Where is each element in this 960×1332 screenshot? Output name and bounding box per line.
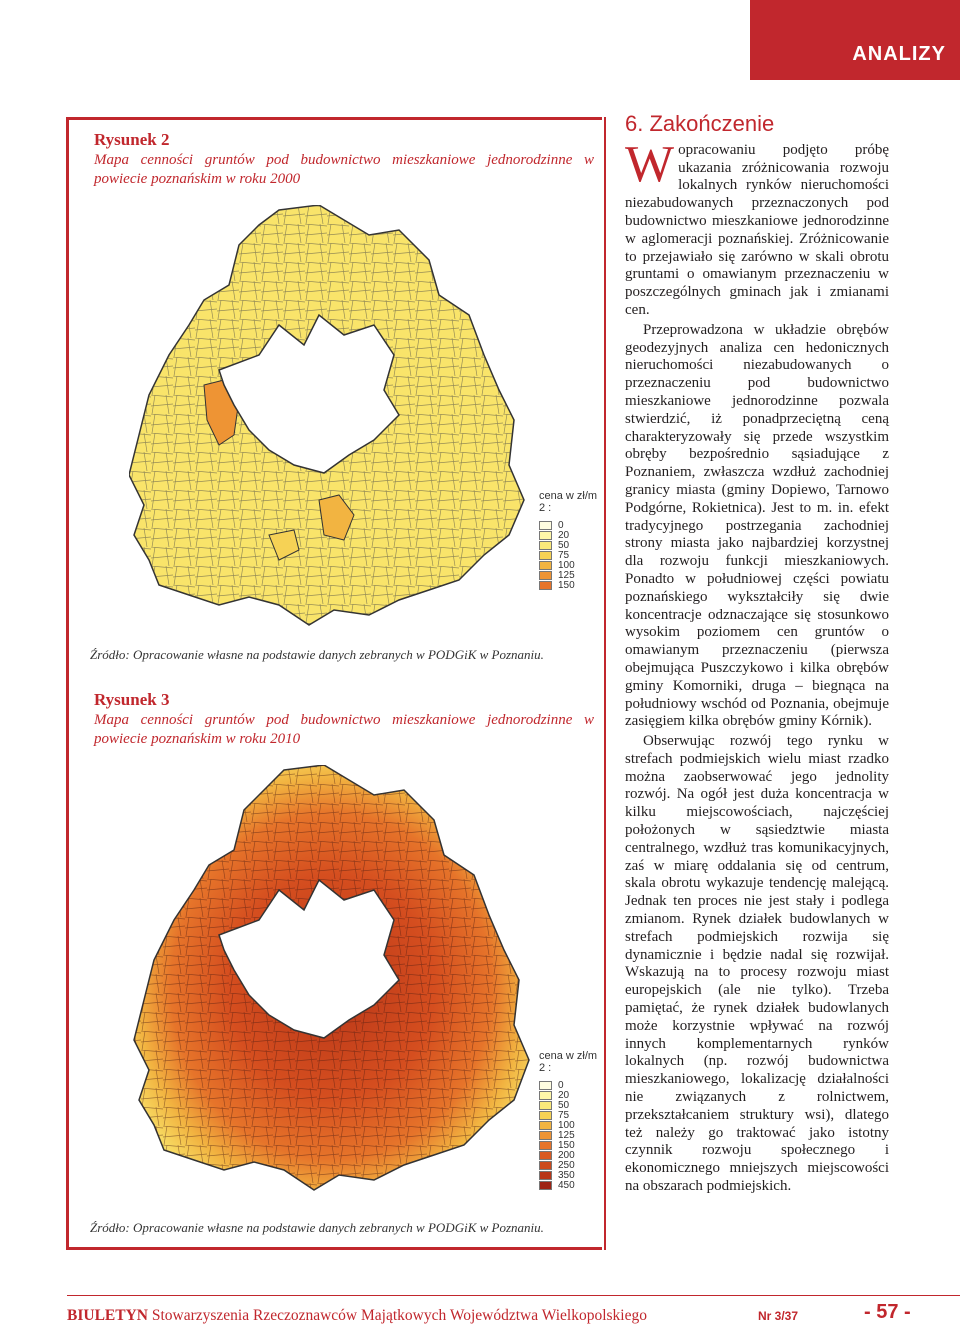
figure2-source: Źródło: Opracowanie własne na podstawie danych zebranych w PODGiK w Poznaniu. bbox=[90, 647, 544, 662]
legend-label: 0 bbox=[558, 519, 564, 531]
legend-label: 150 bbox=[558, 579, 575, 591]
legend-label: 50 bbox=[558, 1099, 570, 1111]
legend-label: 450 bbox=[558, 1179, 575, 1191]
figure2-legend-title: cena w zł/m 2 : bbox=[539, 490, 598, 514]
legend-label: 125 bbox=[558, 569, 575, 581]
publication-title bbox=[67, 1307, 647, 1325]
legend-label: 20 bbox=[558, 529, 570, 541]
legend-label: 250 bbox=[558, 1159, 575, 1171]
article-paragraph: Przeprowadzona w układzie obrębów geodezyjnych analiza cen hedonicznych nieruchomości niezabudowanych o przeznaczeniu pod budownictwo mieszkaniowe jednorodzinne pozwala stwierdzić, iż ponadprzeciętną ceną charakteryzowały się przede wszystkim obręby bezpośrednio sąsiadujące z Poznaniem, zwłaszcza wzdłuż zachodniej granicy miasta (gminy Dopiewo, Tarnowo Podgórne, Rokietnica). Jest to m. in. efekt tradycyjnego postrzegania zachodniej strony miasta jako najbardziej korzystnej dla rozwoju funkcji mieszkaniowych. Ponadto w południowej części powiatu poznańskiego wykształciły się dwie koncentracje odznaczające się stosunkowo wysokim poziomem cen gruntów o omawianym przeznaczeniu (pierwsza obejmująca Puszczykowo i kilka obrębów gminy Komorniki, druga – biegnąca na południowy wschód od Poznania, obejmuje zasięgiem kilka obrębów gminy Kórnik). bbox=[625, 321, 889, 730]
legend-label: 200 bbox=[558, 1149, 575, 1161]
figure3-map bbox=[119, 765, 539, 1200]
figure2-legend bbox=[539, 490, 602, 590]
column-divider bbox=[604, 117, 606, 1250]
legend-label: 350 bbox=[558, 1169, 575, 1181]
legend-label: 0 bbox=[558, 1079, 564, 1091]
drop-cap: W bbox=[625, 135, 675, 193]
page-footer bbox=[0, 1295, 960, 1332]
figure2-map bbox=[129, 205, 529, 635]
section-heading: 6. Zakończenie bbox=[625, 111, 775, 136]
figure3-source: Źródło: Opracowanie własne na podstawie danych zebranych w PODGiK w Poznaniu. bbox=[90, 1220, 544, 1235]
figure2-title: Rysunek 2 bbox=[94, 130, 170, 149]
legend-label: 100 bbox=[558, 1119, 575, 1131]
page-number: - 57 - bbox=[864, 1301, 911, 1323]
paragraph-text: opracowaniu podjęto próbę ukazania zróżnicowania rozwoju lokalnych rynków nieruchomości niezabudowanych przeznaczonych pod budownictwo mieszkaniowe jednorodzinne w aglomeracji poznańskiej. Zróżnicowanie to przejawiało się zarówno w skali obrotu gruntami o omawianym przeznaczeniu w poszczególnych gminach jak i zmianami cen. bbox=[625, 141, 889, 318]
figures-panel bbox=[66, 117, 602, 1250]
publication-name: BIULETYN bbox=[67, 1307, 148, 1324]
legend-label: 75 bbox=[558, 549, 570, 561]
article-paragraph: Obserwując rozwój tego rynku w strefach podmiejskich wielu miast rzadko można zaobserwować jego jednolity rozwój. Na ogół jest duża koncentracja w kilku miejscowościach, najczęściej położonych w sąsiedztwie miasta centralnego, wzdłuż tras komunikacyjnych, zaś w miarę oddalania się od centrum, skala obrotu wykazuje tendencję malejącą. Jednak ten proces nie jest stały i podlega zmianom. Rynek działek budowlanych w strefach podmiejskich rozwija się dynamicznie i będzie nadal się rozwijał. Wskazują na to procesy rozwoju miast europejskich (ale nie tylko). Trzeba pamiętać, że rynek działek budowlanych może korzystnie wpływać na rozwój innych komplementarnych rynków lokalnych (np. rozwój budownictwa mieszkaniowego, lokalizację działalności nie związanych z rolnictwem, przekształcaniem struktury wsi), dlatego też należy go traktować jako istotny czynnik rozwoju społecznego i ekonomicznego mniejszych miejscowości na obszarach podmiejskich. bbox=[625, 733, 889, 1195]
legend-label: 20 bbox=[558, 1089, 570, 1101]
publication-subtitle: Stowarzyszenia Rzeczoznawców Majątkowych Województwa Wielkopolskiego bbox=[147, 1307, 647, 1324]
legend-label: 150 bbox=[558, 1139, 575, 1151]
legend-label: 75 bbox=[558, 1109, 570, 1121]
footer-rule bbox=[67, 1295, 960, 1296]
figure3-legend bbox=[539, 1050, 602, 1190]
legend-label: 100 bbox=[558, 559, 575, 571]
section-tab: ANALIZY bbox=[750, 0, 960, 80]
issue-number: Nr 3/37 bbox=[758, 1309, 799, 1323]
figure3-caption: Mapa cenności gruntów pod budownictwo mieszkaniowe jednorodzinne w powiecie poznańskim w roku 2010 bbox=[94, 712, 594, 747]
figure2-caption: Mapa cenności gruntów pod budownictwo mieszkaniowe jednorodzinne w powiecie poznańskim w roku 2000 bbox=[94, 152, 594, 187]
legend-label: 125 bbox=[558, 1129, 575, 1141]
figure3-legend-title: cena w zł/m 2 : bbox=[539, 1050, 598, 1074]
article-paragraph bbox=[625, 135, 889, 320]
legend-label: 50 bbox=[558, 539, 570, 551]
article-column bbox=[625, 111, 889, 1198]
figure3-title: Rysunek 3 bbox=[94, 690, 170, 709]
